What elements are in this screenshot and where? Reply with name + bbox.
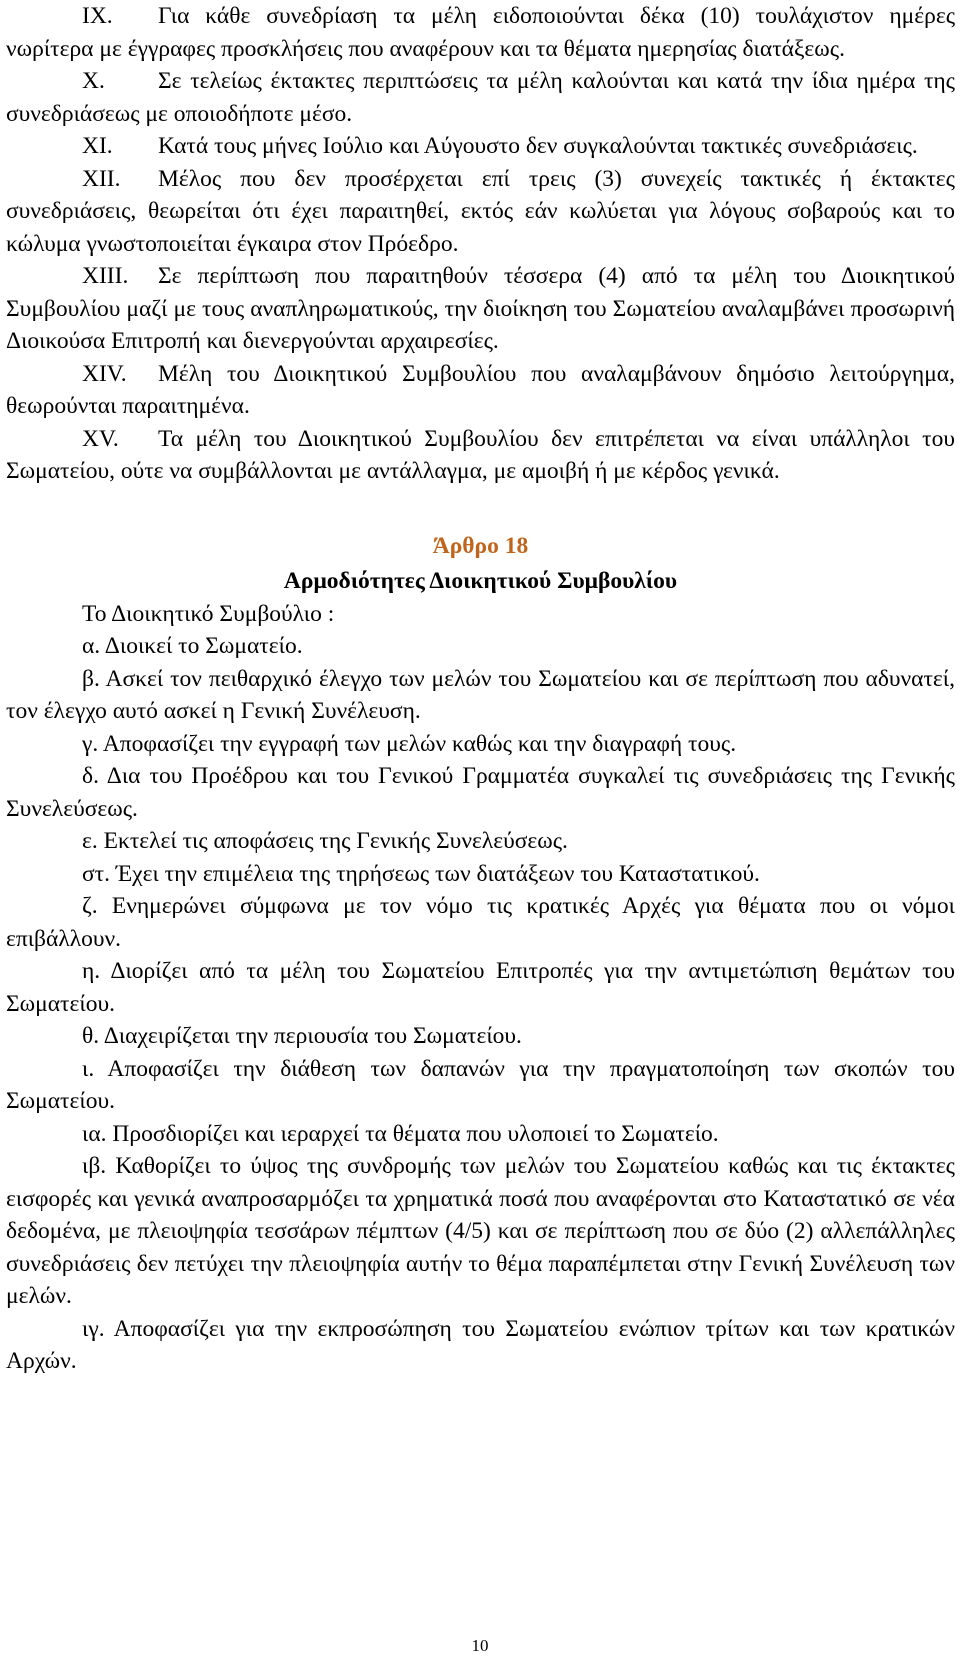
clause-number: X.	[82, 68, 105, 94]
article-item-ia: ια. Προσδιορίζει και ιεραρχεί τα θέματα που υλοποιεί το Σωματείο.	[82, 1120, 719, 1147]
clause-number: XIV.	[82, 360, 127, 387]
article-item-z: ζ. Ενημερώνει σύμφωνα με τον νόμο τις κρατικές Αρχές για θέματα που οι νόμοι επιβάλλουν.	[6, 893, 955, 952]
clause-text: Μέλη του Διοικητικού Συμβουλίου που αναλαμβάνουν δημόσιο λειτούργημα, θεωρούνται παραιτημένα.	[6, 360, 955, 419]
article-item-st: στ. Έχει την επιμέλεια της τηρήσεως των διατάξεων του Καταστατικού.	[82, 860, 760, 887]
clause-text: Σε περίπτωση που παραιτηθούν τέσσερα (4) από τα μέλη του Διοικητικού Συμβουλίου μαζί με τους αναπληρωματικούς, την διοίκηση του Σωματείου αναλαμβάνει προσωρινή Διοικούσα Επιτροπή και διενεργούνται αρχαιρεσίες.	[6, 263, 955, 354]
article-item-a: α. Διοικεί το Σωματείο.	[82, 633, 303, 659]
clause-x	[6, 65, 955, 130]
article-item-ig: ιγ. Αποφασίζει για την εκπροσώπηση του Σωματείου ενώπιον τρίτων και των κρατικών Αρχών.	[6, 1315, 955, 1374]
article-item-e: ε. Εκτελεί τις αποφάσεις της Γενικής Συνελεύσεως.	[82, 828, 568, 854]
clause-text: Σε τελείως έκτακτες περιπτώσεις τα μέλη καλούνται και κατά την ίδια ημέρα της συνεδριάσεως με οποιοδήποτε μέσο.	[6, 68, 955, 127]
document-page	[6, 0, 955, 1378]
article-item-i: η. Διορίζει από τα μέλη του Σωματείου Επιτροπές για την αντιμετώπιση θεμάτων του Σωματείου.	[6, 958, 955, 1017]
clause-number: XV.	[82, 425, 119, 452]
clause-xii	[6, 163, 955, 261]
clause-xi	[6, 130, 955, 163]
article-18	[6, 528, 955, 1378]
article-intro: Το Διοικητικό Συμβούλιο :	[82, 600, 335, 627]
clause-xv	[6, 423, 955, 488]
clause-number: XI.	[82, 133, 113, 159]
clause-text: Μέλος που δεν προσέρχεται επί τρεις (3) συνεχείς τακτικές ή έκτακτες συνεδριάσεις, θεωρείται ότι έχει παραιτηθεί, εκτός εάν κωλύεται για λόγους σοβαρούς και το κώλυμα γνωστοποιείται έγκαιρα στον Πρόεδρο.	[6, 165, 955, 257]
article-item-c: γ. Αποφασίζει την εγγραφή των μελών καθώς και την διαγραφή τους.	[82, 730, 737, 757]
clause-xiv	[6, 358, 955, 423]
clause-text: Για κάθε συνεδρίαση τα μέλη ειδοποιούνται δέκα (10) τουλάχιστον ημέρες νωρίτερα με έγγραφες προσκλήσεις που αναφέρουν και τα θέματα ημερησίας διατάξεως.	[6, 3, 955, 62]
article-item-d: δ. Δια του Προέδρου και του Γενικού Γραμματέα συγκαλεί τις συνεδριάσεις της Γενικής Συνελεύσεως.	[6, 763, 955, 822]
section-spacer	[6, 488, 955, 528]
article-item-ib: ιβ. Καθορίζει το ύψος της συνδρομής των μελών του Σωματείου καθώς και τις έκτακτες εισφορές και γενικά αναπροσαρμόζει τα χρηματικά ποσά που αναφέρονται στο Καταστατικό σε νέα δεδομένα, με πλειοψηφία τεσσάρων πέμπτων (4/5) και σε περίπτωση που σε δύο (2) αλλεπάλληλες συνεδριάσεις δεν πετύχει την πλειοψηφία αυτήν το θέμα παραπέμπεται στην Γενική Συνέλευση των μελών.	[6, 1153, 955, 1309]
article-item-th: θ. Διαχειρίζεται την περιουσία του Σωματείου.	[82, 1023, 522, 1049]
page-number: 10	[471, 1636, 489, 1655]
clause-text: Τα μέλη του Διοικητικού Συμβουλίου δεν επιτρέπεται να είναι υπάλληλοι του Σωματείου, ούτε να συμβάλλονται με αντάλλαγμα, με αμοιβή ή με κέρδος γενικά.	[6, 425, 955, 484]
clause-number: XII.	[82, 165, 121, 192]
clause-xiii	[6, 260, 955, 358]
clauses-section	[6, 0, 955, 488]
article-title: Άρθρο 18	[432, 532, 529, 559]
clause-text: Κατά τους μήνες Ιούλιο και Αύγουστο δεν συγκαλούνται τακτικές συνεδριάσεις.	[158, 133, 918, 159]
clause-number: IX.	[82, 3, 113, 29]
article-subtitle: Αρμοδιότητες Διοικητικού Συμβουλίου	[283, 567, 678, 594]
clause-number: XIII.	[82, 263, 129, 289]
article-item-iota: ι. Αποφασίζει την διάθεση των δαπανών για την πραγματοποίηση των σκοπών του Σωματείου.	[6, 1055, 955, 1114]
clause-ix	[6, 0, 955, 65]
article-item-b: β. Ασκεί τον πειθαρχικό έλεγχο των μελών του Σωματείου και σε περίπτωση που αδυνατεί, τον έλεγχο αυτό ασκεί η Γενική Συνέλευση.	[6, 665, 955, 724]
